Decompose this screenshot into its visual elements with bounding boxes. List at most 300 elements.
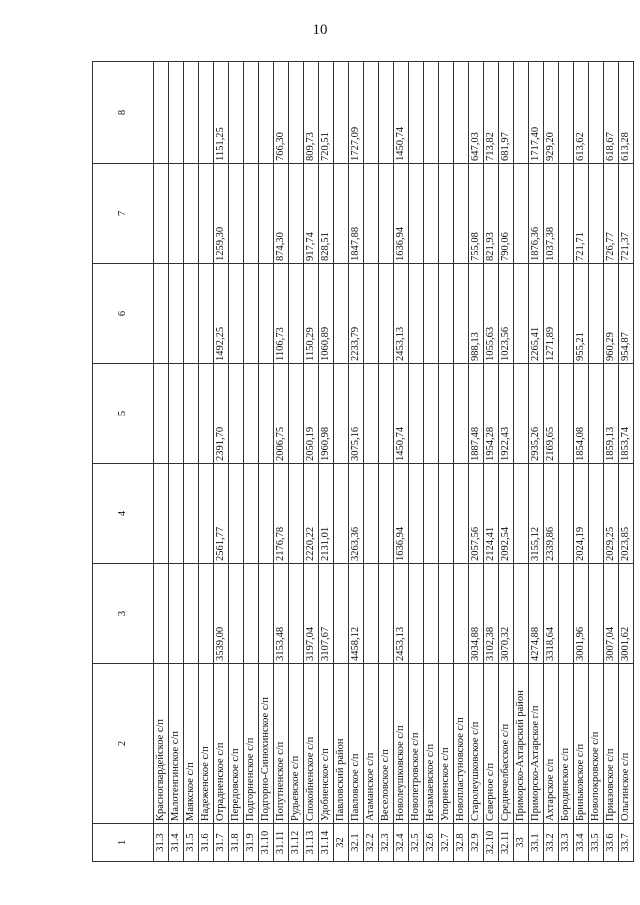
value-cell: 1876,36 (529, 164, 544, 264)
value-cell: 2057,56 (469, 464, 484, 564)
value-cell (244, 464, 259, 564)
table-row (574, 62, 589, 862)
settlement-name-cell: Приморско-Ахтарское г/п (529, 664, 544, 824)
table-row (274, 62, 289, 862)
row-index-cell: 32.4 (394, 824, 409, 862)
settlement-name-cell: Малотенгинское с/п (169, 664, 184, 824)
value-cell: 988,13 (469, 264, 484, 364)
value-cell: 618,67 (604, 62, 619, 164)
value-cell (169, 564, 184, 664)
value-cell (514, 364, 529, 464)
table-header-row (93, 62, 154, 862)
value-cell: 713,82 (484, 62, 499, 164)
table-row (289, 62, 304, 862)
value-cell: 1037,38 (544, 164, 559, 264)
value-cell (379, 464, 394, 564)
value-cell: 1717,40 (529, 62, 544, 164)
value-cell (199, 62, 214, 164)
value-cell: 3197,04 (304, 564, 319, 664)
value-cell (154, 564, 169, 664)
settlement-name-cell: Ольгинское с/п (619, 664, 634, 824)
value-cell (409, 564, 424, 664)
row-index-cell: 31.8 (229, 824, 244, 862)
value-cell: 809,73 (304, 62, 319, 164)
value-cell: 1922,43 (499, 364, 514, 464)
settlement-name-cell: Подгорно-Синюхинское с/п (259, 664, 274, 824)
value-cell (454, 62, 469, 164)
table-row (589, 62, 604, 862)
value-cell (439, 62, 454, 164)
column-number-header: 5 (93, 364, 154, 464)
value-cell (259, 564, 274, 664)
value-cell (424, 62, 439, 164)
value-cell: 4274,88 (529, 564, 544, 664)
value-cell: 1106,73 (274, 264, 289, 364)
settlement-name-cell: Веселовское с/п (379, 664, 394, 824)
table-row (154, 62, 169, 862)
value-cell (184, 564, 199, 664)
value-cell (244, 62, 259, 164)
value-cell: 1636,94 (394, 164, 409, 264)
value-cell (289, 164, 304, 264)
value-cell (229, 564, 244, 664)
value-cell (424, 564, 439, 664)
value-cell: 954,87 (619, 264, 634, 364)
value-cell: 2023,85 (619, 464, 634, 564)
value-cell (454, 264, 469, 364)
table-row (499, 62, 514, 862)
column-number-header: 4 (93, 464, 154, 564)
value-cell: 1060,89 (319, 264, 334, 364)
value-cell (334, 264, 349, 364)
value-cell (169, 62, 184, 164)
value-cell: 755,08 (469, 164, 484, 264)
row-index-cell: 31.3 (154, 824, 169, 862)
value-cell: 2233,79 (349, 264, 364, 364)
table-row (604, 62, 619, 862)
value-cell: 1151,25 (214, 62, 229, 164)
settlement-name-cell: Передовское с/п (229, 664, 244, 824)
value-cell (229, 364, 244, 464)
value-cell (334, 564, 349, 664)
value-cell (229, 264, 244, 364)
value-cell: 1450,74 (394, 364, 409, 464)
value-cell: 1854,08 (574, 364, 589, 464)
row-index-cell: 33.1 (529, 824, 544, 862)
rotated-table-region (92, 62, 631, 862)
value-cell (559, 164, 574, 264)
table-row (529, 62, 544, 862)
value-cell (154, 62, 169, 164)
value-cell (229, 62, 244, 164)
table-row (319, 62, 334, 862)
settlement-name-cell: Красногвардейское с/п (154, 664, 169, 824)
value-cell (289, 464, 304, 564)
value-cell (244, 564, 259, 664)
table-row (199, 62, 214, 862)
value-cell (424, 364, 439, 464)
value-cell (199, 364, 214, 464)
table-row (169, 62, 184, 862)
table-row (259, 62, 274, 862)
value-cell (514, 264, 529, 364)
value-cell: 726,77 (604, 164, 619, 264)
row-index-cell: 33.3 (559, 824, 574, 862)
value-cell (364, 62, 379, 164)
value-cell (379, 62, 394, 164)
column-number-header: 8 (93, 62, 154, 164)
table-row (484, 62, 499, 862)
value-cell (454, 364, 469, 464)
settlement-name-cell: Приморско-Ахтарский район (514, 664, 529, 824)
value-cell (559, 564, 574, 664)
row-index-cell: 32.1 (349, 824, 364, 862)
value-cell: 2050,19 (304, 364, 319, 464)
row-index-cell: 32.3 (379, 824, 394, 862)
value-cell (154, 264, 169, 364)
table-row (559, 62, 574, 862)
value-cell (439, 264, 454, 364)
value-cell: 3539,00 (214, 564, 229, 664)
value-cell (364, 364, 379, 464)
value-cell: 721,37 (619, 164, 634, 264)
value-cell: 613,62 (574, 62, 589, 164)
row-index-cell: 31.9 (244, 824, 259, 862)
value-cell (589, 364, 604, 464)
row-index-cell: 31.7 (214, 824, 229, 862)
settlement-name-cell: Новопластуновское с/п (454, 664, 469, 824)
settlement-name-cell: Бородинское с/п (559, 664, 574, 824)
row-index-cell: 33 (514, 824, 529, 862)
row-index-cell: 32.9 (469, 824, 484, 862)
value-cell: 2124,41 (484, 464, 499, 564)
value-cell (364, 264, 379, 364)
value-cell: 3001,96 (574, 564, 589, 664)
value-cell: 3102,38 (484, 564, 499, 664)
value-cell: 1859,13 (604, 364, 619, 464)
row-index-cell: 32.6 (424, 824, 439, 862)
row-index-cell: 32.5 (409, 824, 424, 862)
value-cell: 2029,25 (604, 464, 619, 564)
settlement-name-cell: Новопетровское с/п (409, 664, 424, 824)
settlement-name-cell: Удобненское с/п (319, 664, 334, 824)
table-row (469, 62, 484, 862)
table-row (304, 62, 319, 862)
value-cell: 647,03 (469, 62, 484, 164)
settlement-name-cell: Упорненское с/п (439, 664, 454, 824)
value-cell (379, 264, 394, 364)
value-cell: 2220,22 (304, 464, 319, 564)
value-cell (259, 364, 274, 464)
value-cell: 681,97 (499, 62, 514, 164)
settlement-name-cell: Попутненское с/п (274, 664, 289, 824)
value-cell (334, 364, 349, 464)
column-number-header: 1 (93, 824, 154, 862)
value-cell (559, 364, 574, 464)
value-cell (244, 264, 259, 364)
value-cell (244, 164, 259, 264)
table-row (364, 62, 379, 862)
value-cell (589, 164, 604, 264)
value-cell (244, 364, 259, 464)
value-cell (154, 464, 169, 564)
table-row (349, 62, 364, 862)
value-cell (514, 464, 529, 564)
table-row (619, 62, 634, 862)
value-cell (409, 164, 424, 264)
column-number-header: 7 (93, 164, 154, 264)
table-row (244, 62, 259, 862)
settlement-name-cell: Надеженское с/п (199, 664, 214, 824)
value-cell: 1023,56 (499, 264, 514, 364)
rotated-sheet (92, 62, 631, 862)
value-cell (589, 62, 604, 164)
value-cell (454, 464, 469, 564)
value-cell (409, 62, 424, 164)
value-cell: 2339,86 (544, 464, 559, 564)
value-cell (364, 564, 379, 664)
value-cell (424, 164, 439, 264)
value-cell (589, 264, 604, 364)
row-index-cell: 32 (334, 824, 349, 862)
table-row (184, 62, 199, 862)
value-cell: 3318,64 (544, 564, 559, 664)
value-cell (454, 164, 469, 264)
value-cell (169, 464, 184, 564)
value-cell: 874,30 (274, 164, 289, 264)
settlement-name-cell: Среднечелбасское с/п (499, 664, 514, 824)
value-cell: 955,21 (574, 264, 589, 364)
value-cell: 3034,88 (469, 564, 484, 664)
settlement-name-cell: Подгорненское с/п (244, 664, 259, 824)
value-cell (169, 164, 184, 264)
value-cell (184, 364, 199, 464)
value-cell (589, 564, 604, 664)
value-cell (409, 364, 424, 464)
value-cell (199, 564, 214, 664)
value-cell (184, 464, 199, 564)
value-cell (409, 464, 424, 564)
value-cell (259, 62, 274, 164)
value-cell: 1887,48 (469, 364, 484, 464)
value-cell (334, 62, 349, 164)
value-cell (379, 164, 394, 264)
value-cell (559, 62, 574, 164)
value-cell (184, 164, 199, 264)
value-cell: 3107,67 (319, 564, 334, 664)
row-index-cell: 33.5 (589, 824, 604, 862)
row-index-cell: 33.2 (544, 824, 559, 862)
value-cell: 2935,26 (529, 364, 544, 464)
table-row (229, 62, 244, 862)
value-cell (514, 564, 529, 664)
value-cell (514, 62, 529, 164)
row-index-cell: 32.7 (439, 824, 454, 862)
value-cell: 3075,16 (349, 364, 364, 464)
value-cell (439, 464, 454, 564)
value-cell (559, 464, 574, 564)
value-cell: 2131,01 (319, 464, 334, 564)
row-index-cell: 31.6 (199, 824, 214, 862)
value-cell: 3155,12 (529, 464, 544, 564)
value-cell: 2006,75 (274, 364, 289, 464)
value-cell: 3007,04 (604, 564, 619, 664)
settlement-name-cell: Приазовское с/п (604, 664, 619, 824)
settlement-name-cell: Старолеушковское с/п (469, 664, 484, 824)
value-cell: 1727,09 (349, 62, 364, 164)
value-cell (169, 364, 184, 464)
settlement-name-cell: Незамаевское с/п (424, 664, 439, 824)
value-cell: 2453,13 (394, 264, 409, 364)
table-row (409, 62, 424, 862)
value-cell: 3263,36 (349, 464, 364, 564)
row-index-cell: 31.13 (304, 824, 319, 862)
value-cell (424, 464, 439, 564)
value-cell: 721,71 (574, 164, 589, 264)
row-index-cell: 32.8 (454, 824, 469, 862)
value-cell: 917,74 (304, 164, 319, 264)
row-index-cell: 33.4 (574, 824, 589, 862)
settlement-name-cell: Павловский район (334, 664, 349, 824)
value-cell (229, 164, 244, 264)
value-cell (364, 464, 379, 564)
table-row (439, 62, 454, 862)
value-cell (439, 364, 454, 464)
value-cell: 766,30 (274, 62, 289, 164)
value-cell (409, 264, 424, 364)
value-cell: 929,20 (544, 62, 559, 164)
row-index-cell: 32.2 (364, 824, 379, 862)
value-cell (424, 264, 439, 364)
value-cell: 2561,77 (214, 464, 229, 564)
value-cell (334, 464, 349, 564)
table-row (454, 62, 469, 862)
row-index-cell: 33.7 (619, 824, 634, 862)
settlement-name-cell: Павловское с/п (349, 664, 364, 824)
value-cell: 828,51 (319, 164, 334, 264)
value-cell (589, 464, 604, 564)
row-index-cell: 31.10 (259, 824, 274, 862)
value-cell: 3070,32 (499, 564, 514, 664)
settlement-name-cell: Ахтарское с/п (544, 664, 559, 824)
value-cell: 1259,30 (214, 164, 229, 264)
page-number: 10 (312, 22, 328, 38)
row-index-cell: 31.14 (319, 824, 334, 862)
value-cell: 2176,78 (274, 464, 289, 564)
settlement-name-cell: Отрадненское с/п (214, 664, 229, 824)
value-cell (259, 164, 274, 264)
value-cell: 2391,70 (214, 364, 229, 464)
value-cell: 1853,74 (619, 364, 634, 464)
value-cell: 613,28 (619, 62, 634, 164)
value-cell: 960,29 (604, 264, 619, 364)
row-index-cell: 31.12 (289, 824, 304, 862)
value-cell: 1271,89 (544, 264, 559, 364)
value-cell (289, 264, 304, 364)
value-cell: 2453,13 (394, 564, 409, 664)
table-row (544, 62, 559, 862)
column-number-header: 2 (93, 664, 154, 824)
value-cell (364, 164, 379, 264)
value-cell (559, 264, 574, 364)
table-row (334, 62, 349, 862)
value-cell: 1492,25 (214, 264, 229, 364)
value-cell (454, 564, 469, 664)
value-cell (439, 564, 454, 664)
row-index-cell: 32.11 (499, 824, 514, 862)
settlement-name-cell: Маякское с/п (184, 664, 199, 824)
value-cell (379, 364, 394, 464)
row-index-cell: 32.10 (484, 824, 499, 862)
tariff-table (92, 61, 634, 862)
row-index-cell: 31.4 (169, 824, 184, 862)
value-cell: 2092,54 (499, 464, 514, 564)
value-cell (199, 464, 214, 564)
settlement-name-cell: Рудьевское с/п (289, 664, 304, 824)
settlement-name-cell: Спокойненское с/п (304, 664, 319, 824)
value-cell (199, 264, 214, 364)
value-cell: 1150,29 (304, 264, 319, 364)
value-cell (514, 164, 529, 264)
value-cell (439, 164, 454, 264)
value-cell: 1450,74 (394, 62, 409, 164)
value-cell: 790,06 (499, 164, 514, 264)
value-cell: 1636,94 (394, 464, 409, 564)
settlement-name-cell: Атаманское с/п (364, 664, 379, 824)
value-cell (184, 264, 199, 364)
value-cell (154, 364, 169, 464)
value-cell (154, 164, 169, 264)
row-index-cell: 31.11 (274, 824, 289, 862)
value-cell (334, 164, 349, 264)
settlement-name-cell: Новопокровское с/п (589, 664, 604, 824)
value-cell: 720,51 (319, 62, 334, 164)
table-row (424, 62, 439, 862)
value-cell: 4458,12 (349, 564, 364, 664)
row-index-cell: 33.6 (604, 824, 619, 862)
value-cell: 1954,28 (484, 364, 499, 464)
value-cell: 2265,41 (529, 264, 544, 364)
value-cell: 3001,62 (619, 564, 634, 664)
value-cell: 2169,65 (544, 364, 559, 464)
value-cell: 821,93 (484, 164, 499, 264)
value-cell: 1055,63 (484, 264, 499, 364)
value-cell (259, 264, 274, 364)
value-cell: 1847,88 (349, 164, 364, 264)
value-cell (379, 564, 394, 664)
table-row (379, 62, 394, 862)
value-cell (229, 464, 244, 564)
table-row (394, 62, 409, 862)
value-cell (289, 62, 304, 164)
column-number-header: 3 (93, 564, 154, 664)
value-cell (289, 364, 304, 464)
value-cell (289, 564, 304, 664)
value-cell: 1960,98 (319, 364, 334, 464)
value-cell (184, 62, 199, 164)
settlement-name-cell: Новолеушковское с/п (394, 664, 409, 824)
settlement-name-cell: Северное с/п (484, 664, 499, 824)
value-cell (169, 264, 184, 364)
settlement-name-cell: Бриньковское с/п (574, 664, 589, 824)
value-cell (199, 164, 214, 264)
column-number-header: 6 (93, 264, 154, 364)
value-cell: 2024,19 (574, 464, 589, 564)
table-row (214, 62, 229, 862)
value-cell (259, 464, 274, 564)
value-cell: 3153,48 (274, 564, 289, 664)
row-index-cell: 31.5 (184, 824, 199, 862)
